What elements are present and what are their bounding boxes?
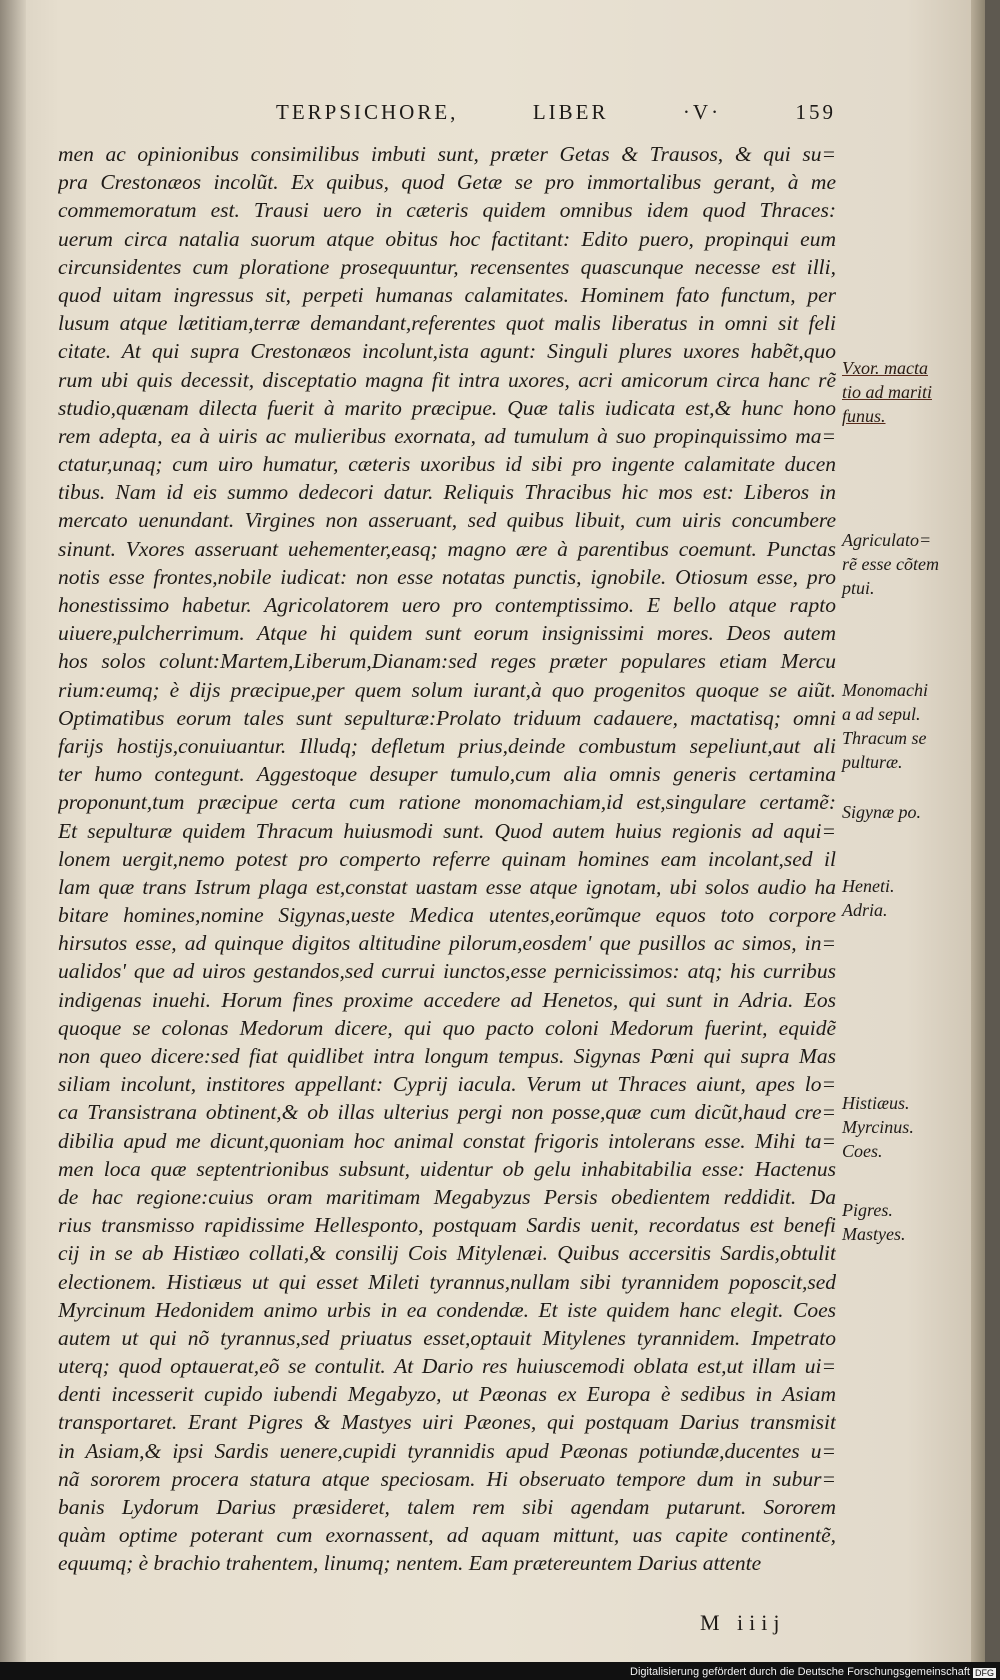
text-line: ter humo contegunt. Aggestoque desuper tumulo,cum alia omnis generis certamina [58, 762, 836, 787]
header-book-number: ·V· [682, 100, 722, 124]
marginal-note [842, 874, 894, 922]
text-line: siliam incolunt, institores appellant: Cyprij iacula. Verum ut Thraces aiunt, apes lo= [58, 1072, 836, 1097]
text-line: rum ubi quis decessit, disceptatio magna fit intra uxores, acri amicorum circa hanc rẽ [58, 367, 836, 392]
text-line: non queo dicere:sed fiat quidlibet intra longum tempus. Sigynas Pœni qui supra Mas [58, 1044, 836, 1068]
text-line: in Asiam,& ipsi Sardis uenere,cupidi tyrannidis apud Pæonas potiundæ,ducentes u= [58, 1438, 836, 1463]
text-line: lonem uergit,nemo potest pro comperto referre quinam homines eam incolant,sed il [58, 846, 836, 871]
text-line: men ac opinionibus consimilibus imbuti sunt, præter Getas & Trausos, & qui su= [58, 142, 836, 166]
text-line: electionem. Histiæus ut qui esset Mileti tyrannus,nullam sibi tyrannidem poposcit,sed [58, 1269, 836, 1294]
text-line: lam quæ trans Istrum plaga est,constat uastam esse atque ignotam, ubi solos audio ha [58, 874, 836, 899]
marginal-note [842, 1198, 905, 1246]
text-line: quàm optime poterant cum exornassent, ad aquam mittunt, uas capite continentẽ, [58, 1523, 836, 1548]
text-line: transportaret. Erant Pigres & Mastyes uiri Pæones, qui postquam Darius transmisit [58, 1410, 836, 1435]
marginal-note-line: Mastyes. [842, 1224, 906, 1244]
text-line: Optimatibus eorum tales sunt sepulturæ:Prolato triduum cadauere, mactatisq; omni [58, 705, 836, 730]
text-line: nã sororem procera statura atque speciosam. Hi obseruato tempore dum in subur= [58, 1466, 836, 1491]
signature-mark: M iiij [700, 1610, 786, 1635]
page-number: 159 [795, 100, 836, 124]
marginal-note-line: Sigynæ po. [842, 802, 921, 822]
page-edge [971, 0, 985, 1662]
text-line: lusum atque lætitiam,terræ demandant,referentes quot malis liberatus in omni sit feli [58, 311, 836, 336]
text-line: ctatur,unaq; cum uiro humatur, cæteris uxoribus id sibi pro ingente calamitate ducen [58, 452, 836, 477]
text-line: rius transmisso rapidissime Hellesponto, postquam Sardis uenit, recordatus est benefi [58, 1213, 836, 1238]
dfg-logo: DFG [975, 1668, 994, 1678]
text-line: uterq; quod optauerat,eõ se contulit. At Dario res huiuscemodi oblata est,ut illam ui= [58, 1354, 836, 1379]
marginal-note-line: pulturæ. [842, 752, 903, 772]
marginal-note-line: ptui. [842, 578, 875, 598]
marginal-note [842, 1091, 914, 1163]
marginal-note-line: a ad sepul. [842, 704, 921, 724]
text-line: commemoratum est. Trausi uero in cæteris quidem omnibus idem quod Thraces: [58, 198, 836, 223]
text-line: Myrcinum Hedonidem animo urbis in ea condendæ. Et iste quidem hanc elegit. Coes [58, 1297, 836, 1322]
marginal-note [842, 678, 928, 774]
text-line: notis esse frontes,nobile iudicat: non esse notatas punctis, ignobile. Otiosum esse, pro [58, 564, 836, 589]
text-line: dibilia apud me dicunt,quoniam hoc animal constat frigoris intolerans esse. Mihi ta= [58, 1128, 836, 1153]
text-line: honestissimo habetur. Agricolatorem uero pro contemptissimo. E bello atque rapto [58, 593, 836, 617]
text-line: ca Transistrana obtinent,& ob illas ulterius pergi non posse,quæ cum dicũt,haud cre= [58, 1100, 836, 1125]
text-line: banis Lydorum Darius præsideret, talem rem sibi agendam putarunt. Sororem [58, 1495, 836, 1519]
text-line: studio,quænam dilecta fuerit à marito præcipue. Quæ talis iudicata est,& hunc hono [58, 395, 836, 420]
marginal-note-line: Vxor. macta [842, 358, 928, 378]
header-liber: LIBER [532, 100, 609, 124]
text-line: mercato uenundant. Virgines non asseruant, sed quibus libuit, cum uiris concumbere [58, 508, 836, 533]
main-text-block [58, 140, 836, 1578]
marginal-note-line: Histiæus. [842, 1093, 910, 1113]
text-line: uerum circa natalia suorum atque obitus hoc factitant: Edito puero, propinqui eum [58, 226, 836, 251]
page-gutter [0, 0, 26, 1662]
marginal-note [842, 800, 921, 824]
marginal-note [842, 356, 932, 428]
text-line: de hac regione:cuius oram maritimam Megabyzus Persis obedientem reddidit. Da [58, 1184, 836, 1209]
text-line: equumq; è brachio trahentem, linumq; nentem. Eam prætereuntem Darius attente [58, 1551, 762, 1576]
text-line: ualidos' que ad uiros gestandos,sed currui iunctos,esse pernicissimos: atq; his curribus [58, 959, 836, 984]
running-header [276, 100, 836, 125]
text-line: circunsidentes cum ploratione prosequuntur, recensentes quascunque necesse est illi, [58, 254, 836, 279]
text-line: indigenas inuehi. Horum fines proxime accedere ad Henetos, qui sunt in Adria. Eos [58, 987, 836, 1012]
marginal-note-line: Adria. [842, 900, 888, 920]
marginal-note-line: Thracum se [842, 728, 927, 748]
marginal-note-line: Agriculato= [842, 530, 932, 550]
text-line: proponunt,tum præcipue certa cum ratione monomachiam,id est,singulare certamẽ: [58, 790, 836, 815]
text-line: uiuere,pulcherrimum. Atque hi quidem sunt eorum insignissimi mores. Deos autem [58, 621, 836, 646]
text-line: rium:eumq; è dijs præcipue,per quem solum iurant,à quo progenitos quoque se aiũt. [58, 677, 836, 702]
header-title: TERPSICHORE, [276, 100, 459, 124]
text-line: bitare homines,nomine Sigynas,ueste Medica utentes,eorũmque equos toto corpore [58, 903, 836, 928]
text-line: tibus. Nam id eis summo dedecori datur. Reliquis Thracibus hic mos est: Liberos in [58, 480, 836, 505]
marginal-note-line: rẽ esse cõtem [842, 554, 939, 574]
text-line: hirsutos esse, ad quinque digitos altitudine pilorum,eosdem' que pusillos ac simos, in= [58, 931, 836, 956]
text-line: rem adepta, ea à uiris ac mulieribus exornata, ad tumulum à suo propinquissimo ma= [58, 423, 836, 448]
marginal-note-line: Heneti. [842, 876, 895, 896]
footer-credit: Digitalisierung gefördert durch die Deutsche Forschungsgemeinschaft [630, 1666, 970, 1678]
text-line: men loca quæ septentrionibus subsunt, uidentur ob gelu inhabitabilia esse: Hactenus [58, 1156, 836, 1181]
marginal-note-line: Pigres. [842, 1200, 893, 1220]
text-line: pra Crestonæos incolũt. Ex quibus, quod Getæ se pro immortalibus gerant, à me [58, 170, 836, 195]
marginal-note-line: Myrcinus. [842, 1117, 914, 1137]
text-line: sinunt. Vxores asseruant uehementer,easq; magno ære à parentibus coemunt. Punctas [58, 536, 836, 561]
text-line: citate. At qui supra Crestonæos incolunt,ista agunt: Singuli plures uxores habẽt,quo [58, 339, 836, 364]
digitization-footer [0, 1662, 1000, 1680]
marginal-note-line: Monomachi [842, 680, 928, 700]
text-line: cij in se ab Histiæo collati,& consilij Cois Mitylenæi. Quibus accersitis Sardis,obtulit [58, 1241, 836, 1266]
text-line: denti incesserit cupido iubendi Megabyzo, ut Pæonas ex Europa è sedibus in Asiam [58, 1382, 836, 1407]
text-line: Et sepulturæ quidem Thracum huiusmodi sunt. Quod autem huius regionis ad aqui= [58, 818, 836, 843]
text-line: farijs hostijs,conuiuantur. Illudq; defletum prius,deinde combustum sepeliunt,aut ali [58, 733, 836, 758]
text-line: autem ut qui nõ tyrannus,sed priuatus esset,optauit Mitylenes tyrannidem. Impetrato [58, 1325, 836, 1350]
text-line: quoque se colonas Medorum dicere, qui quo pacto coloni Medorum fuerint, equidẽ [58, 1015, 836, 1040]
marginal-note-line: funus. [842, 406, 886, 426]
marginal-note-line: Coes. [842, 1141, 883, 1161]
text-line: hos solos colunt:Martem,Liberum,Dianam:sed reges præter populares etiam Mercu [58, 649, 836, 674]
marginal-note-line: tio ad mariti [842, 382, 933, 402]
text-line: quod uitam ingressus sit, perpeti humanas calamitates. Hominem fato functum, per [58, 282, 836, 307]
marginal-note [842, 528, 939, 600]
